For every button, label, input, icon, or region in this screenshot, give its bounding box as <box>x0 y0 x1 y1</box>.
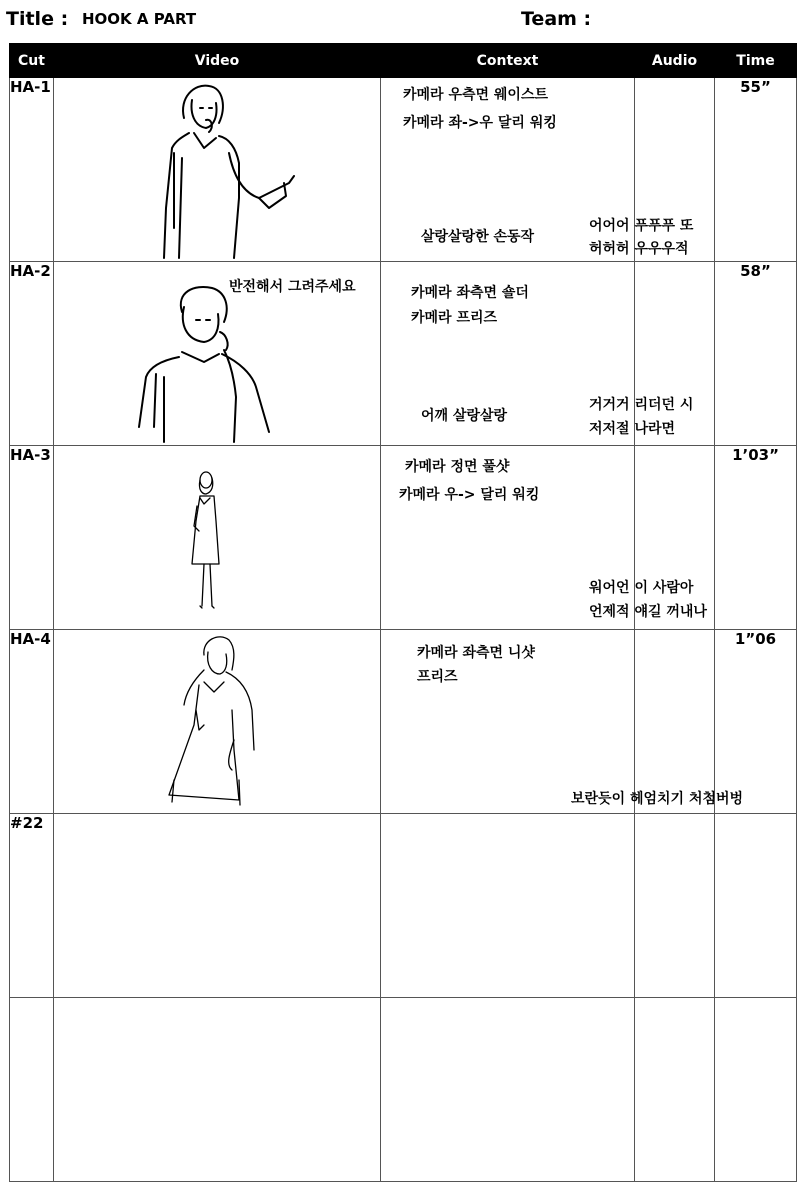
video-cell <box>54 998 381 1182</box>
context-cell <box>381 998 635 1182</box>
table-header-row <box>10 44 797 78</box>
context-note: 어깨 살랑살랑 <box>421 408 508 424</box>
context-line: 카메라 우측면 웨이스트 <box>403 87 548 103</box>
context-line: 프리즈 <box>417 669 458 685</box>
audio-line: 어어어 푸푸푸 또 <box>589 218 694 234</box>
character-sketch-shoulder <box>54 262 381 445</box>
title-value: HOOK A PART <box>82 10 197 28</box>
context-line: 카메라 정면 풀샷 <box>405 459 510 475</box>
video-cell <box>54 78 381 262</box>
audio-line: 언제적 얘길 꺼내나 <box>589 604 707 620</box>
audio-cell <box>571 630 744 814</box>
context-line: 카메라 좌측면 니샷 <box>417 645 535 661</box>
character-sketch-full <box>54 446 381 629</box>
time-cell: 58” <box>715 262 797 446</box>
team-label: Team : <box>521 8 592 30</box>
storyboard-table <box>9 43 797 1182</box>
cut-cell: HA-1 <box>10 78 54 262</box>
audio-line: 워어언 이 사람아 <box>589 580 694 596</box>
audio-cell <box>589 446 715 630</box>
audio-cell <box>635 998 715 1182</box>
column-header-video: Video <box>54 44 381 78</box>
context-line: 카메라 프리즈 <box>411 310 498 326</box>
audio-line: 거거거 리더던 시 <box>589 397 694 413</box>
audio-cell <box>635 814 715 998</box>
character-sketch-knee <box>54 630 381 813</box>
time-cell: 1’03” <box>715 446 797 630</box>
video-note: 반전해서 그려주세요 <box>229 279 356 295</box>
time-cell: 55” <box>715 78 797 262</box>
column-header-time: Time <box>715 44 797 78</box>
cut-cell: HA-2 <box>10 262 54 446</box>
audio-line: 허허허 우우우적 <box>589 241 689 257</box>
column-header-context: Context <box>381 44 635 78</box>
cut-cell: #22 <box>10 814 54 998</box>
context-cell <box>381 814 635 998</box>
cut-cell: HA-4 <box>10 630 54 814</box>
title-label: Title : <box>6 8 69 30</box>
column-header-cut: Cut <box>10 44 54 78</box>
context-cell <box>381 630 635 814</box>
table-row <box>10 262 797 446</box>
video-cell <box>54 814 381 998</box>
audio-line: 보란듯이 헤엄치기 처첨버벙 <box>571 791 744 807</box>
column-header-audio: Audio <box>635 44 715 78</box>
video-cell <box>54 446 381 630</box>
audio-line: 저저절 나라면 <box>589 421 676 437</box>
context-line: 카메라 우-> 달리 워킹 <box>399 487 540 503</box>
table-row <box>10 78 797 262</box>
context-note: 살랑살랑한 손동작 <box>421 229 535 245</box>
time-cell <box>715 814 797 998</box>
table-row <box>10 814 797 998</box>
table-row <box>10 998 797 1182</box>
context-line: 카메라 좌->우 달리 워킹 <box>403 115 557 131</box>
time-cell <box>715 998 797 1182</box>
video-cell <box>54 262 381 446</box>
video-cell <box>54 630 381 814</box>
audio-cell <box>589 78 715 262</box>
cut-cell: HA-3 <box>10 446 54 630</box>
table-row <box>10 630 797 814</box>
character-sketch-waist <box>54 78 381 261</box>
context-line: 카메라 좌측면 숄더 <box>411 285 529 301</box>
time-cell: 1”06 <box>715 630 797 814</box>
cut-cell <box>10 998 54 1182</box>
audio-cell <box>589 262 715 446</box>
table-row <box>10 446 797 630</box>
